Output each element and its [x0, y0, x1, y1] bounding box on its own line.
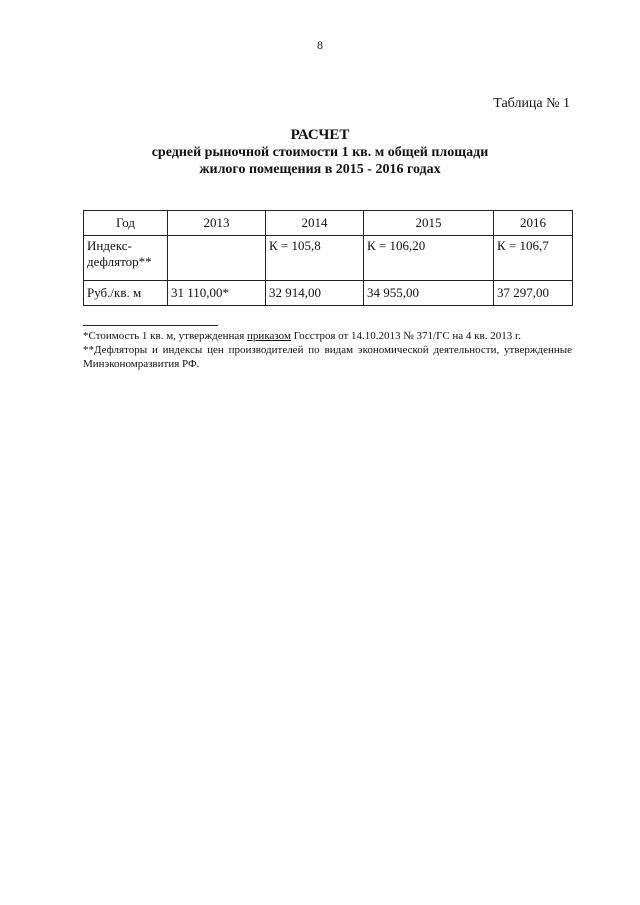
footnote-2: **Дефляторы и индексы цен производителей по видам экономической деятельности, утвержденные Минэкономразвития РФ.: [83, 344, 572, 370]
footnote-divider: [83, 325, 218, 326]
header-cell-2015: 2015: [364, 211, 494, 236]
header-cell-year: Год: [84, 211, 168, 236]
row-label-price: Руб./кв. м: [84, 281, 168, 306]
footnote-1-text-before: *Стоимость 1 кв. м, утвержденная: [83, 330, 248, 342]
table-cell: К = 105,8: [266, 236, 364, 281]
order-link[interactable]: приказом: [247, 330, 291, 342]
row-label-deflator: Индекс-дефлятор**: [84, 236, 168, 281]
header-cell-2016: 2016: [494, 211, 573, 236]
table-cell: 37 297,00: [494, 281, 573, 306]
table-cell: К = 106,7: [494, 236, 573, 281]
table-header-row: [84, 211, 573, 236]
table-caption: Таблица № 1: [493, 96, 570, 111]
table-cell: 32 914,00: [266, 281, 364, 306]
footnotes: [83, 329, 572, 371]
title-line-1: средней рыночной стоимости 1 кв. м общей площади: [151, 145, 489, 160]
header-cell-2014: 2014: [266, 211, 364, 236]
table-cell: 34 955,00: [364, 281, 494, 306]
table-cell: К = 106,20: [364, 236, 494, 281]
table-cell: [168, 236, 266, 281]
page-number: 8: [317, 38, 323, 52]
footnote-1: [83, 329, 572, 343]
document-title: [0, 126, 640, 178]
table-row: [84, 236, 573, 281]
table-cell: 31 110,00*: [168, 281, 266, 306]
title-main: РАСЧЕТ: [290, 127, 350, 143]
title-line-2: жилого помещения в 2015 - 2016 годах: [199, 162, 441, 177]
header-cell-2013: 2013: [168, 211, 266, 236]
table-row: [84, 281, 573, 306]
footnote-1-text-after: Госстроя от 14.10.2013 № 371/ГС на 4 кв. 2013 г.: [290, 330, 521, 342]
calculation-table: [83, 210, 573, 306]
